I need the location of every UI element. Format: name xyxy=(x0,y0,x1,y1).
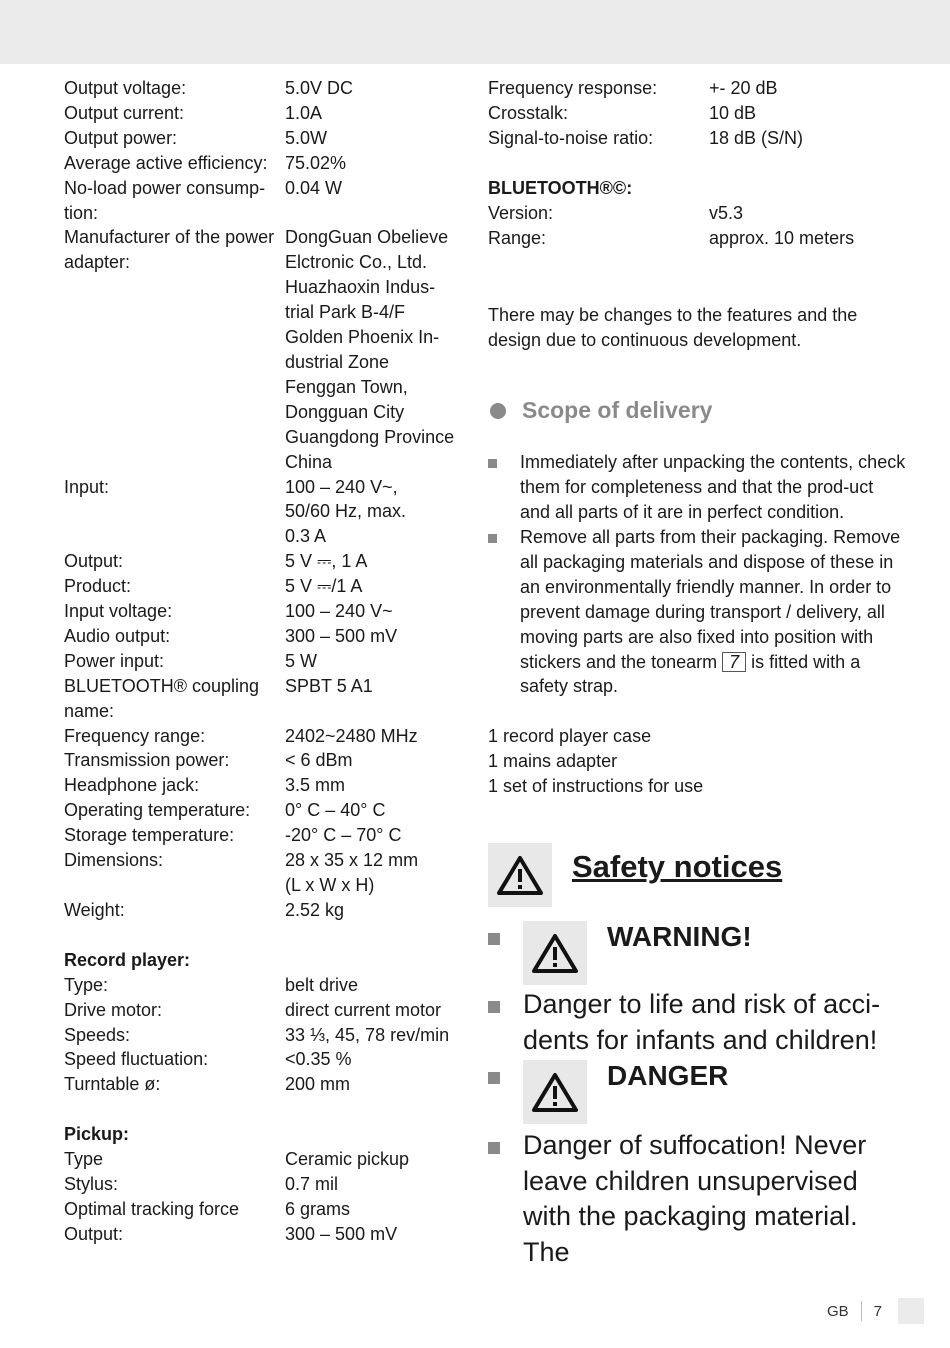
spec-label: Frequency response: xyxy=(488,78,658,98)
footer-divider xyxy=(861,1301,862,1321)
spec-value: 3.5 mm xyxy=(285,775,346,796)
bluetooth-heading: BLUETOOTH®©: xyxy=(488,177,633,198)
safety-notices-title: Safety notices xyxy=(572,849,783,885)
spec-value: 200 mm xyxy=(285,1074,351,1095)
spec-label: Power input: xyxy=(64,650,165,671)
delivery-item: 1 mains adapter xyxy=(488,751,618,772)
footer-tab-marker xyxy=(898,1298,924,1324)
spec-value: 0.7 mil xyxy=(285,1174,339,1195)
spec-value: 2.52 kg xyxy=(285,899,345,920)
spec-label: Frequency range: xyxy=(64,725,206,746)
spec-row xyxy=(64,823,464,848)
spec-label: Drive motor: xyxy=(64,999,163,1020)
spec-label: Storage temperature: xyxy=(64,825,235,846)
spec-row xyxy=(64,1047,464,1072)
spec-row xyxy=(64,475,464,550)
warning-label: WARNING! xyxy=(607,921,752,953)
spec-row xyxy=(488,201,908,226)
spec-label: Input: xyxy=(64,476,110,497)
square-bullet-icon xyxy=(488,534,497,543)
danger-text-row xyxy=(488,1128,908,1270)
language-code: GB xyxy=(826,1302,849,1320)
spec-label: Output: xyxy=(64,551,124,572)
scope-bullet-text: Immediately after unpacking the contents, check them for completeness and that the prod-uct and all parts of it are in perfect condition. xyxy=(520,452,906,523)
spec-row xyxy=(64,1023,464,1048)
spec-label: Type: xyxy=(64,974,109,995)
spec-value: -20° C – 70° C xyxy=(285,825,402,846)
spec-value: v5.3 xyxy=(709,202,744,223)
tonearm-reference-box: 7 xyxy=(722,652,746,672)
square-bullet-icon xyxy=(488,459,497,468)
scope-of-delivery-heading xyxy=(488,397,908,424)
spec-row xyxy=(64,76,464,101)
spec-label: Turntable ø: xyxy=(64,1074,161,1095)
spec-label: Headphone jack: xyxy=(64,775,200,796)
spec-value: +- 20 dB xyxy=(709,78,778,98)
spec-value: 10 dB xyxy=(709,102,757,123)
spec-label: Audio output: xyxy=(64,625,171,646)
spec-label: Output power: xyxy=(64,127,178,148)
changes-note: There may be changes to the features and the design due to continuous development. xyxy=(488,305,858,351)
spec-value: 300 – 500 mV xyxy=(285,1223,398,1244)
spec-value: 5 W xyxy=(285,650,318,671)
bluetooth-specs-table xyxy=(488,201,908,251)
top-header-bar xyxy=(0,0,950,64)
right-column xyxy=(488,76,908,1270)
spec-value: belt drive xyxy=(285,974,359,995)
spec-row xyxy=(488,226,908,251)
spec-row xyxy=(64,748,464,773)
spec-value: 100 – 240 V~, 50/60 Hz, max. 0.3 A xyxy=(285,476,407,547)
spec-label: Signal-to-noise ratio: xyxy=(488,127,654,148)
left-column xyxy=(64,76,464,1247)
page-footer xyxy=(827,1298,924,1324)
spec-value: 5.0V DC xyxy=(285,78,354,98)
spec-value: 100 – 240 V~ xyxy=(285,601,393,622)
spec-value: 300 – 500 mV xyxy=(285,625,398,646)
spec-label: No-load power consump- tion: xyxy=(64,177,266,223)
spec-value: 5 V ⎓/1 A xyxy=(285,576,363,597)
warning-triangle-icon xyxy=(523,921,587,985)
scope-bullet-text xyxy=(520,525,908,699)
warning-triangle-icon xyxy=(488,843,552,907)
warning-text: Danger to life and risk of acci-dents for infants and children! xyxy=(523,989,881,1055)
spec-label: Operating temperature: xyxy=(64,800,251,821)
spec-row xyxy=(488,101,908,126)
spec-row xyxy=(64,998,464,1023)
scope-bullet-text-part: is fitted with a safety strap. xyxy=(520,651,861,697)
warning-text-row xyxy=(488,987,908,1058)
spec-label: Optimal tracking force xyxy=(64,1198,240,1219)
warning-row xyxy=(488,921,908,985)
spec-value: 28 x 35 x 12 mm (L x W x H) xyxy=(285,850,419,895)
spec-label: Average active efficiency: xyxy=(64,152,268,173)
spec-value: 5 V ⎓, 1 A xyxy=(285,551,368,572)
scope-bullet-item xyxy=(488,450,908,525)
audio-specs-table xyxy=(488,76,908,151)
spec-row xyxy=(64,898,464,923)
spec-row xyxy=(64,724,464,749)
spec-label: Speed fluctuation: xyxy=(64,1049,209,1070)
spec-value: 5.0W xyxy=(285,127,328,148)
spec-value: SPBT 5 A1 xyxy=(285,675,373,696)
spec-label: Weight: xyxy=(64,899,125,920)
spec-row xyxy=(64,599,464,624)
warning-triangle-icon xyxy=(523,1060,587,1124)
spec-value: 0° C – 40° C xyxy=(285,800,386,821)
spec-row xyxy=(64,674,464,724)
scope-bullet-item xyxy=(488,525,908,699)
spec-label: Output current: xyxy=(64,102,185,123)
safety-notices-header xyxy=(488,843,908,907)
spec-label: Output: xyxy=(64,1223,124,1244)
spec-row xyxy=(64,624,464,649)
spec-value: 75.02% xyxy=(285,152,347,173)
spec-value: Ceramic pickup xyxy=(285,1149,410,1170)
scope-bullet-text-part: Remove all parts from their packaging. Remove all packaging materials and dispose of these in an environmentally friendly manner. In order to prevent damage during transport / delivery, all moving parts are also fixed into position with stickers and the tonearm xyxy=(520,526,901,672)
spec-value: <0.35 % xyxy=(285,1049,352,1070)
spec-row xyxy=(64,973,464,998)
square-bullet-icon xyxy=(488,1001,500,1013)
spec-label: Manufacturer of the power adapter: xyxy=(64,227,275,273)
spec-value: DongGuan Obelieve Elctronic Co., Ltd. Huazhaoxin Indus- trial Park B-4/F Golden Phoenix In- dustrial Zone Fenggan Town, Dongguan City Guangdong Province China xyxy=(285,227,455,472)
spec-row xyxy=(488,126,908,151)
spec-label: Stylus: xyxy=(64,1174,119,1195)
spec-row xyxy=(64,1147,464,1172)
spec-row xyxy=(64,649,464,674)
spec-value: 2402~2480 MHz xyxy=(285,725,418,746)
spec-label: Type xyxy=(64,1149,104,1170)
spec-row xyxy=(64,549,464,574)
spec-row xyxy=(64,151,464,176)
danger-text: Danger of suffocation! Never leave children unsupervised with the packaging material. The xyxy=(523,1130,867,1267)
danger-row xyxy=(488,1060,908,1124)
delivery-items-list xyxy=(488,724,908,799)
spec-label: Output voltage: xyxy=(64,78,187,98)
spec-label: Input voltage: xyxy=(64,601,173,622)
spec-row xyxy=(64,1222,464,1247)
spec-label: Transmission power: xyxy=(64,750,230,771)
spec-row xyxy=(64,225,464,474)
spec-row xyxy=(64,126,464,151)
spec-row xyxy=(64,773,464,798)
spec-row xyxy=(64,798,464,823)
spec-label: Product: xyxy=(64,576,132,597)
spec-value: 6 grams xyxy=(285,1198,351,1219)
delivery-item: 1 record player case xyxy=(488,726,652,747)
spec-label: Range: xyxy=(488,227,547,248)
spec-label: Speeds: xyxy=(64,1024,131,1045)
spec-value: approx. 10 meters xyxy=(709,227,855,248)
spec-row xyxy=(64,1197,464,1222)
spec-row xyxy=(64,1072,464,1097)
spec-value: 33 ⅓, 45, 78 rev/min xyxy=(285,1024,450,1045)
square-bullet-icon xyxy=(488,933,500,945)
spec-value: 18 dB (S/N) xyxy=(709,127,804,148)
spec-row xyxy=(64,574,464,599)
delivery-item: 1 set of instructions for use xyxy=(488,776,704,797)
spec-label: Dimensions: xyxy=(64,850,164,871)
spec-label: Crosstalk: xyxy=(488,102,569,123)
power-specs-table xyxy=(64,76,464,923)
pickup-specs-table xyxy=(64,1147,464,1247)
record-player-heading: Record player: xyxy=(64,949,191,970)
spec-value: < 6 dBm xyxy=(285,750,353,771)
scope-heading-text: Scope of delivery xyxy=(522,397,713,424)
spec-value: 0.04 W xyxy=(285,177,343,198)
spec-value: direct current motor xyxy=(285,999,442,1020)
spec-row xyxy=(64,101,464,126)
spec-row xyxy=(64,176,464,226)
danger-label: DANGER xyxy=(607,1060,729,1092)
spec-row xyxy=(64,1172,464,1197)
square-bullet-icon xyxy=(488,1142,500,1154)
spec-row xyxy=(64,848,464,898)
spec-label: BLUETOOTH® coupling name: xyxy=(64,675,260,721)
spec-row xyxy=(488,76,908,101)
bullet-dot-icon xyxy=(490,403,506,419)
page-number: 7 xyxy=(873,1302,882,1320)
record-player-specs-table xyxy=(64,973,464,1098)
pickup-heading: Pickup: xyxy=(64,1124,130,1145)
spec-label: Version: xyxy=(488,202,554,223)
spec-value: 1.0A xyxy=(285,102,323,123)
square-bullet-icon xyxy=(488,1072,500,1084)
